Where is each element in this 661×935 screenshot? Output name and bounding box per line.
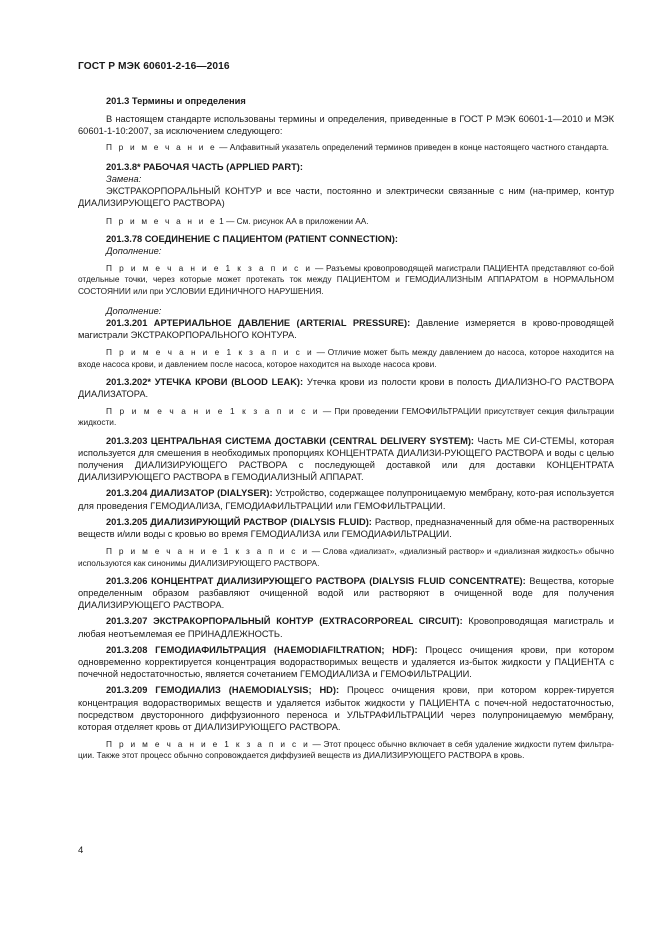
term-heading: 201.3.78 СОЕДИНЕНИЕ С ПАЦИЕНТОМ (PATIENT CONNECTION):	[106, 233, 398, 244]
term-entry	[78, 575, 614, 612]
note-text: — Разъемы кровопроводящей магистрали ПАЦИЕНТА представляют со-бой отдельные точки, через которые может протекать ток между ПАЦИЕНТОМ и ГЕМОДИАЛИЗНЫМ АППАРАТОМ в НОРМАЛЬНОМ СОСТОЯНИИ или при УСЛОВИИ ЕДИНИЧНОГО НАРУШЕНИЯ.	[78, 263, 614, 296]
note-label: П р и м е ч а н и е	[106, 141, 217, 152]
term-definition: Часть МЕ СИ-СТЕМЫ, которая используется для смешения в необходимых пропорциях КОНЦЕНТРАТА ДИАЛИЗИ-РУЮЩЕГО РАСТВОРА и воды с целью получения ДИАЛИЗИРУЮЩЕГО РАСТВОРА с последующей доставкой или для доставки КОНЦЕНТРАТА ДИАЛИЗИРУЮЩЕГО РАСТВОРА в ГЕМОДИАЛИЗНЫЙ АППАРАТ.	[78, 435, 614, 483]
section-title: 201.3 Термины и определения	[106, 96, 246, 106]
term-entry	[78, 644, 614, 681]
term-entry	[78, 516, 614, 540]
note-label: П р и м е ч а н и е 1 к з а п и с и	[106, 739, 310, 750]
term-definition: ЭКСТРАКОРПОРАЛЬНЫЙ КОНТУР и все части, постоянно и электрически связанные с ним (на-пример, контур ДИАЛИЗИРУЮЩЕГО РАСТВОРА)	[78, 186, 614, 209]
term-heading: 201.3.204 ДИАЛИЗАТОР (DIALYSER):	[106, 488, 273, 499]
term-entry	[78, 317, 614, 341]
note	[78, 216, 614, 227]
note-text: — При проведении ГЕМОФИЛЬТРАЦИИ присутствует секция фильтрации жидкости.	[78, 406, 614, 428]
note	[78, 739, 614, 761]
term-definition: Утечка крови из полости крови в полость ДИАЛИЗНО-ГО РАСТВОРА ДИАЛИЗАТОРА.	[78, 376, 614, 400]
note-text: — Алфавитный указатель определений терминов приведен в конце настоящего частного стандарта.	[216, 141, 609, 152]
term-heading: 201.3.201 АРТЕРИАЛЬНОЕ ДАВЛЕНИЕ (ARTERIAL PRESSURE):	[106, 318, 411, 329]
term-entry	[78, 615, 614, 639]
term-heading: 201.3.207 ЭКСТРАКОРПОРАЛЬНЫЙ КОНТУР (EXTRACORPOREAL CIRCUIT):	[106, 616, 463, 627]
note	[78, 347, 614, 369]
term-definition: Кровопроводящая магистраль и любая неотъемлемая ее ПРИНАДЛЕЖНОСТЬ.	[78, 616, 615, 639]
note	[78, 546, 614, 568]
addition-label: Дополнение:	[106, 246, 162, 257]
term-definition: Давление измеряется в крово-проводящей магистрали ЭКСТРАКОРПОРАЛЬНОГО КОНТУРА.	[78, 318, 614, 341]
term-entry	[78, 435, 614, 484]
note-text: — Этот процесс обычно включает в себя удаление жидкости путем фильтра-ции. Также этот процесс обычно сопровождается диффузией веществ из ДИАЛИЗИРУЮЩЕГО РАСТВОРА в кровь.	[78, 739, 615, 761]
replacement-label: Замена:	[106, 174, 142, 185]
note	[78, 406, 614, 428]
note-label: П р и м е ч а н и е 1 к з а п и с и	[106, 263, 313, 274]
document-body	[78, 95, 614, 762]
term-heading: 201.3.208 ГЕМОДИАФИЛЬТРАЦИЯ (HAEMODIAFILTRATION; HDF):	[106, 644, 418, 655]
note-label: П р и м е ч а н и е 1 к з а п и с и	[106, 347, 314, 358]
term-heading: 201.3.203 ЦЕНТРАЛЬНАЯ СИСТЕМА ДОСТАВКИ (CENTRAL DELIVERY SYSTEM):	[106, 435, 475, 446]
term-entry	[78, 684, 614, 733]
page-number: 4	[78, 845, 84, 856]
term-entry	[78, 487, 614, 511]
term-heading: 201.3.8* РАБОЧАЯ ЧАСТЬ (APPLIED PART):	[106, 161, 303, 172]
note-text: 1 — См. рисунок АА в приложении АА.	[216, 215, 369, 226]
term-entry	[78, 376, 614, 400]
note-label: П р и м е ч а н и е 1 к з а п и с и	[106, 406, 320, 417]
term-definition: Раствор, предназначенный для обме-на растворенных веществ и/или воды с кровью во время ГЕМОДИАЛИЗА или ГЕМОДИАФИЛЬТРАЦИИ.	[78, 516, 614, 540]
note	[78, 263, 614, 297]
term-definition: Вещества, которые определенным образом разбавляют очищенной водой или растворяют в очищенной воде для получения ДИАЛИЗИРУЮЩЕГО РАСТВОРА.	[78, 575, 615, 611]
addition-label: Дополнение:	[106, 305, 162, 316]
note	[78, 142, 614, 153]
term-heading: 201.3.206 КОНЦЕНТРАТ ДИАЛИЗИРУЮЩЕГО РАСТВОРА (DIALYSIS FLUID CONCENTRATE):	[106, 575, 526, 586]
term-heading: 201.3.202* УТЕЧКА КРОВИ (BLOOD LEAK):	[106, 376, 304, 387]
term-definition: Процесс очищения крови, при котором коррек-тируется концентрация водорастворимых веществ и удаляется избыток жидкости у ПАЦИЕНТА с почеч-ной недостаточностью, посредством двусторонного диффузионного переноса и УЛЬТРАФИЛЬТРАЦИИ через полупроницаемую мембрану, которая отделяет кровь от ДИАЛИЗИРУЮЩЕГО РАСТВОРА.	[78, 685, 614, 732]
note-text: — Отличие может быть между давлением до насоса, которое находится на входе насоса крови, и давлением после насоса, которое находится на выходе насоса крови.	[78, 347, 614, 369]
document-header: ГОСТ Р МЭК 60601-2-16—2016	[78, 61, 230, 72]
section-intro: В настоящем стандарте использованы термины и определения, приведенные в ГОСТ Р МЭК 60601-1—2010 и МЭК 60601-1-10:2007, за исключением следующего:	[78, 114, 614, 137]
term-definition: Процесс очищения крови, при котором одновременно корректируется концентрация водорастворимых веществ и удаляется из-быток жидкости у ПАЦИЕНТА с почечной недостаточностью, является сочетанием ГЕМОДИАЛИЗА и ГЕМОФИЛЬТРАЦИИ.	[78, 644, 615, 680]
note-text: — Слова «диализат», «диализный раствор» и «диализная жидкость» обычно используются как синонимы ДИАЛИЗИРУЮЩЕГО РАСТВОРА.	[78, 546, 614, 568]
note-label: П р и м е ч а н и е 1 к з а п и с и	[106, 546, 310, 557]
note-label: П р и м е ч а н и е	[106, 215, 217, 226]
term-heading: 201.3.205 ДИАЛИЗИРУЮЩИЙ РАСТВОР (DIALYSIS FLUID):	[106, 516, 372, 527]
term-heading: 201.3.209 ГЕМОДИАЛИЗ (HAEMODIALYSIS; HD):	[106, 685, 340, 696]
term-definition: Устройство, содержащее полупроницаемую мембрану, кото-рая используется для проведения ГЕМОДИАЛИЗА, ГЕМОДИАФИЛЬТРАЦИИ или ГЕМОФИЛЬТРАЦИИ.	[78, 488, 614, 511]
